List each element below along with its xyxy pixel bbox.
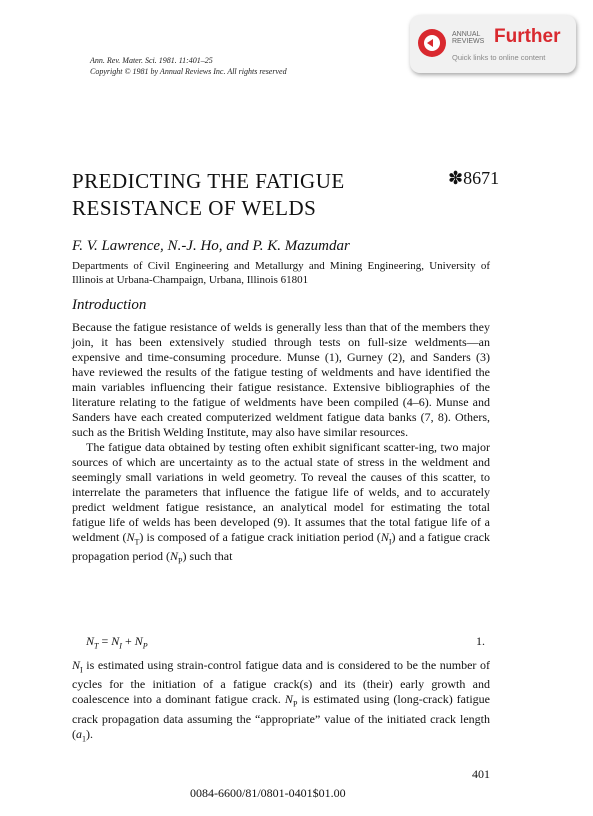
article-title <box>72 168 345 222</box>
journal-citation <box>90 55 287 77</box>
article-code: ✽8671 <box>448 168 500 188</box>
body-text <box>72 320 490 569</box>
paragraph: $N_I$ is estimated using strain-control fatigue data and is considered to be the number of cycles for the initiation of a fatigue crack(s) and its (their) early growth and coalescence into a dominant fatigue crack. $N_P$ is estimated using (long-crack) fatigue crack propagation data assuming the “appropriate” value of the initiated crack length $(a_1)$. <box>72 658 491 744</box>
page-number: 401 <box>472 767 490 781</box>
issn-line: 0084-6600/81/0801-0401$01.00 <box>190 786 346 800</box>
copyright-line: Copyright © 1981 by Annual Reviews Inc. All rights reserved <box>90 67 287 76</box>
paragraph: The fatigue data obtained by testing often exhibit significant scatter-ing, two major sources of which are uncertainty as to the actual state of stress in the weldment and seemingly small variations in weld geometry. To reveal the causes of this scatter, to interrelate the parameters that influence the fatigue life of welds, and to accurately predict weldment fatigue resistance, an analytical model for estimating the total fatigue life of welds has been developed (9). It assumes that the total fatigue life of a weldment $(N_T)$ is composed of a fatigue crack initiation period $(N_I)$ and a fatigue crack propagation period $(N_P)$ such that <box>72 440 490 566</box>
journal-citation-line: Ann. Rev. Mater. Sci. 1981. 11:401–25 <box>90 56 213 65</box>
equation: $N_T = N_I + N_P$ <box>86 634 148 651</box>
back-arrow-icon <box>418 29 446 57</box>
further-label: Further <box>494 26 561 47</box>
title-line: RESISTANCE OF WELDS <box>72 196 317 220</box>
section-heading: Introduction <box>72 297 147 313</box>
title-line: PREDICTING THE FATIGUE <box>72 169 345 193</box>
authors: F. V. Lawrence, N.-J. Ho, and P. K. Mazumdar <box>72 238 350 254</box>
further-tagline: Quick links to online content <box>452 53 546 62</box>
paragraph: Because the fatigue resistance of welds is generally less than that of the members they join, it has been extensively studied through tests on full-size weldments—an expensive and time-consuming procedure. Munse (1), Gurney (2), and Sanders (3) have reviewed the results of the fatigue testing of weldments and have identified the main variables influencing their fatigue resistance. Extensive bibliographies of the literature relating to the fatigue of weldments have been compiled (4–6). Munse and Sanders have each created computerized weldment fatigue data banks (7, 8). Others, such as the British Welding Institute, may also have similar resources. <box>72 320 490 439</box>
logo-annual-text: ANNUAL <box>452 31 481 38</box>
equation-number: 1. <box>476 634 485 648</box>
body-text <box>72 658 490 746</box>
further-badge[interactable] <box>410 15 576 73</box>
logo-reviews-text: REVIEWS <box>452 38 485 45</box>
affiliation: Departments of Civil Engineering and Metallurgy and Mining Engineering, University of Illinois at Urbana-Champaign, Urbana, Illinois 61801 <box>72 260 490 286</box>
annual-reviews-logo <box>452 31 484 45</box>
